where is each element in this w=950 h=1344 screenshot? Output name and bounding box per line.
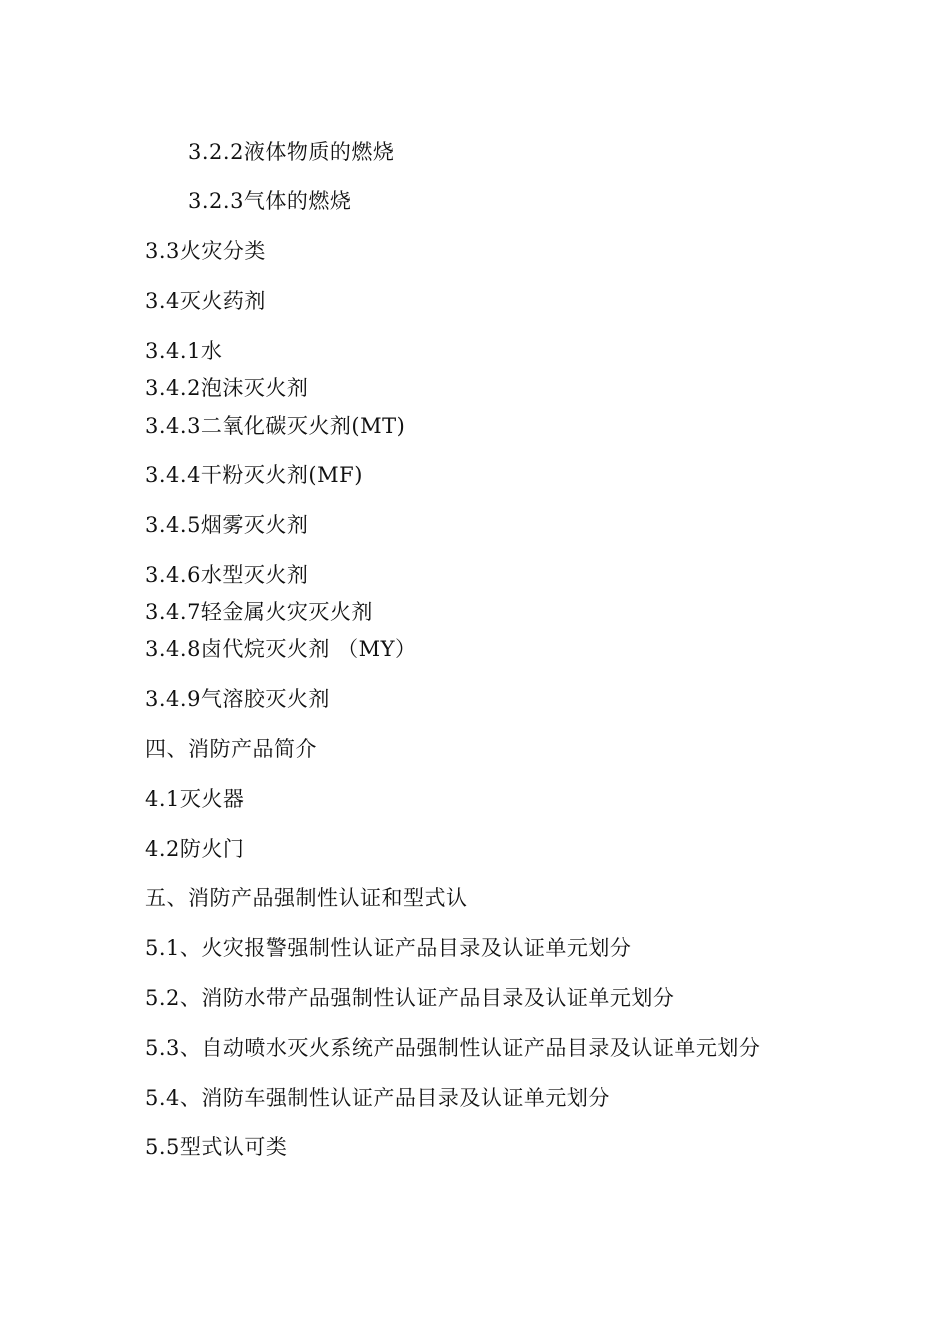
toc-entry-4-2: 4.2防火门 xyxy=(145,837,245,861)
toc-entry-3-4-6: 3.4.6水型灭火剂 xyxy=(145,563,309,587)
toc-entry-3-2-2: 3.2.2液体物质的燃烧 xyxy=(188,140,395,164)
toc-entry-3-4-2: 3.4.2泡沫灭火剂 xyxy=(145,376,309,400)
toc-section-5: 五、消防产品强制性认证和型式认 xyxy=(145,886,468,910)
toc-entry-3-4-8: 3.4.8卤代烷灭火剂 （MY） xyxy=(145,637,417,661)
toc-entry-4-1: 4.1灭火器 xyxy=(145,787,245,811)
toc-entry-5-1: 5.1、火灾报警强制性认证产品目录及认证单元划分 xyxy=(145,936,632,960)
toc-entry-5-2: 5.2、消防水带产品强制性认证产品目录及认证单元划分 xyxy=(145,986,675,1010)
toc-entry-3-2-3: 3.2.3气体的燃烧 xyxy=(188,189,352,213)
toc-entry-3-4-5: 3.4.5烟雾灭火剂 xyxy=(145,513,309,537)
toc-entry-5-3: 5.3、自动喷水灭火系统产品强制性认证产品目录及认证单元划分 xyxy=(145,1036,761,1060)
toc-entry-3-3: 3.3火灾分类 xyxy=(145,239,266,263)
toc-entry-3-4-4: 3.4.4干粉灭火剂(MF) xyxy=(145,463,363,487)
toc-entry-3-4-3: 3.4.3二氧化碳灭火剂(MT) xyxy=(145,414,406,438)
toc-entry-3-4-9: 3.4.9气溶胶灭火剂 xyxy=(145,687,330,711)
toc-entry-3-4-7: 3.4.7轻金属火灾灭火剂 xyxy=(145,600,373,624)
toc-section-4: 四、消防产品简介 xyxy=(145,737,317,761)
toc-entry-3-4: 3.4灭火药剂 xyxy=(145,289,266,313)
toc-entry-5-5: 5.5型式认可类 xyxy=(145,1135,288,1159)
toc-entry-5-4: 5.4、消防车强制性认证产品目录及认证单元划分 xyxy=(145,1086,610,1110)
toc-entry-3-4-1: 3.4.1水 xyxy=(145,339,223,363)
